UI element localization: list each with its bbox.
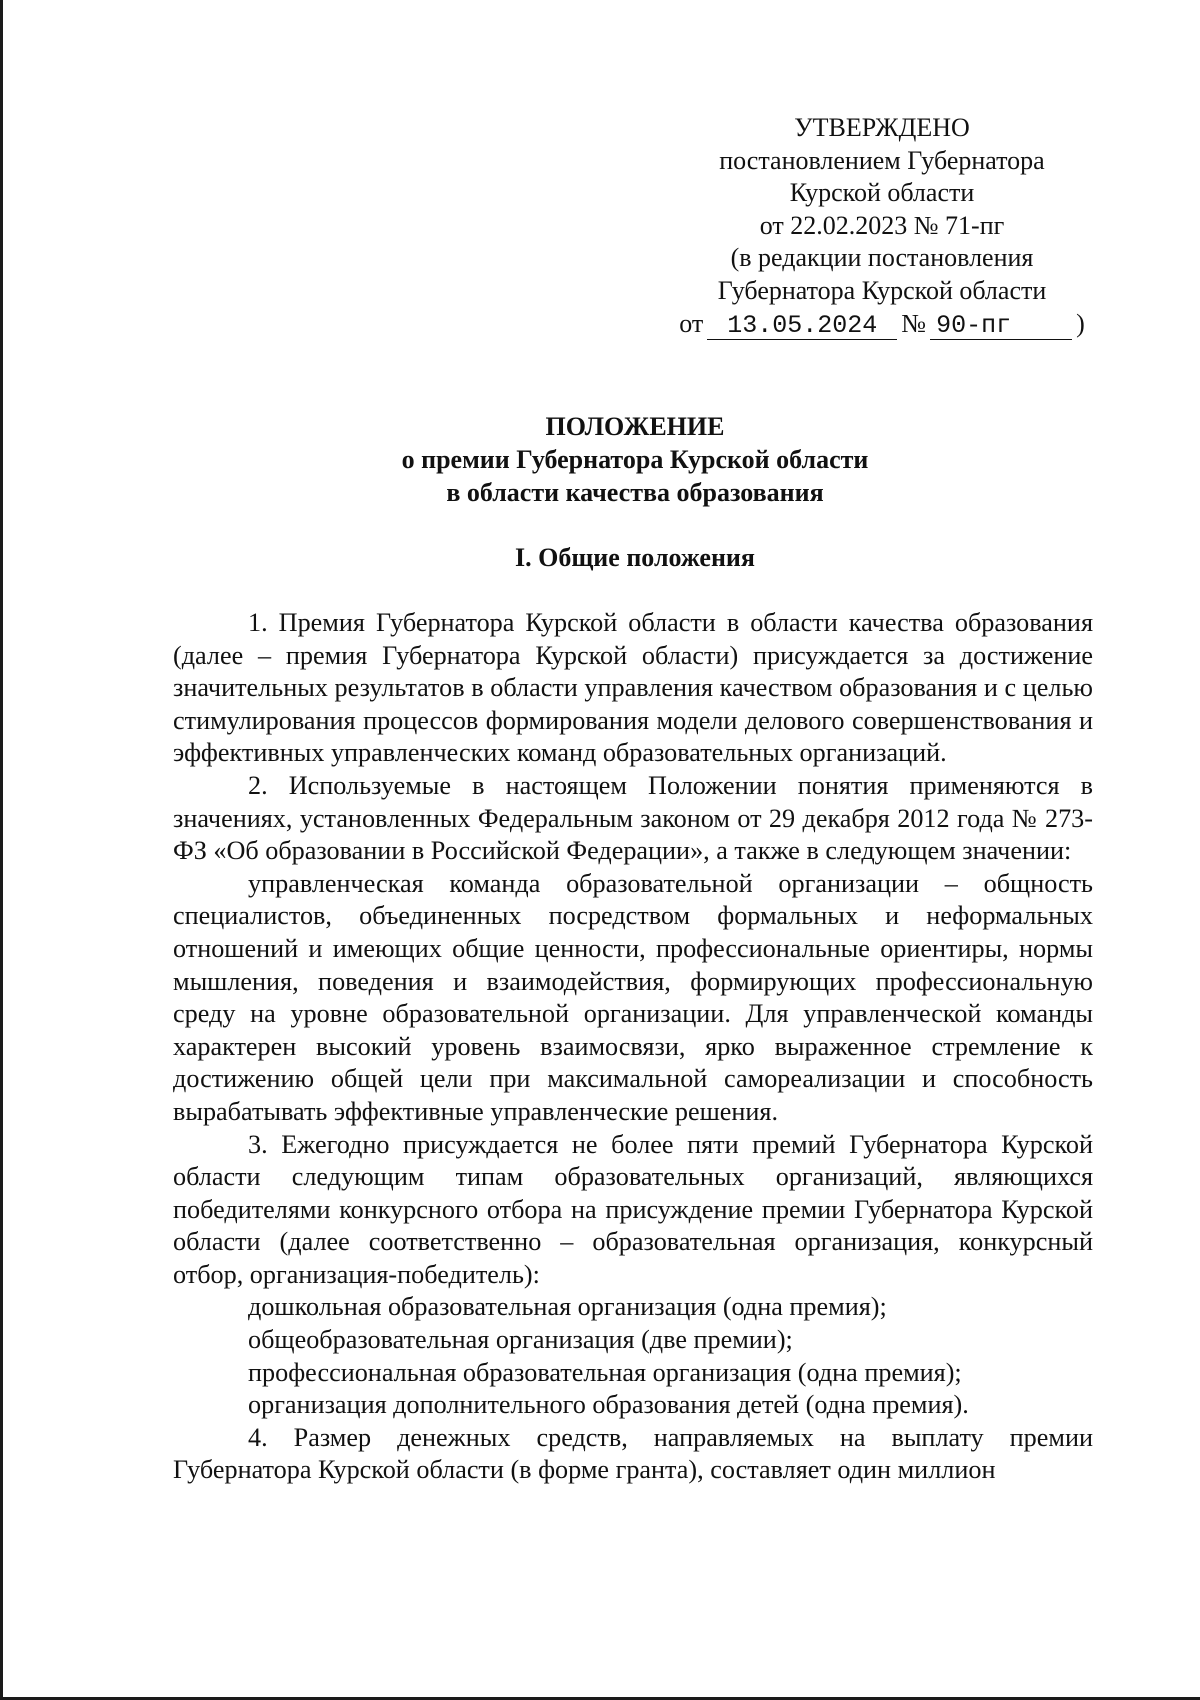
title-line-3: в области качества образования	[446, 478, 824, 507]
approval-line-4: (в редакции постановления	[730, 243, 1034, 272]
list-item-additional: организация дополнительного образования детей (одна премия).	[248, 1390, 969, 1420]
paragraph-2: 2. Используемые в настоящем Положении понятия применяются в значениях, установленных Федеральным законом от 29 декабря 2012 года № 273-ФЗ «Об образовании в Российской Федерации», а также в следующем значении:	[173, 770, 1093, 866]
amendment-date-field: 13.05.2024	[707, 313, 897, 340]
definition-paragraph: управленческая команда образовательной организации – общность специалистов, объединенных посредством формальных и неформальных отношений и имеющих общие ценности, профессиональные ориентиры, нормы мышления, поведения и взаимодействия, формирующих профессиональную среду на уровне образовательной организации. Для управленческой команды характерен высокий уровень взаимосвязи, ярко выраженное стремление к достижению общей цели при максимальной самореализации и способность вырабатывать эффективные управленческие решения.	[173, 868, 1093, 1126]
amendment-number-field: 90-пг	[930, 313, 1072, 340]
approval-line-3: от 22.02.2023 № 71-пг	[759, 210, 1005, 240]
list-item-general: общеобразовательная организация (две премии);	[248, 1325, 793, 1355]
paragraph-3: 3. Ежегодно присуждается не более пяти премий Губернатора Курской области следующим типам образовательных организаций, являющихся победителями конкурсного отбора на присуждение премии Губернатора Курской области (далее соответственно – образовательная организация, конкурсный отбор, организация-победитель):	[173, 1129, 1093, 1289]
number-sign: №	[901, 308, 927, 338]
document-body	[173, 607, 1093, 1487]
scan-border-left	[0, 0, 3, 1700]
approval-heading: УТВЕРЖДЕНО	[794, 113, 970, 142]
document-title	[170, 410, 1100, 509]
title-line-1: ПОЛОЖЕНИЕ	[545, 412, 725, 441]
approval-line-5: Губернатора Курской области	[717, 275, 1047, 305]
title-line-2: о премии Губернатора Курской области	[401, 445, 869, 474]
approval-line-2: Курской области	[789, 178, 975, 207]
approval-stamp-block	[662, 112, 1102, 340]
approval-line-1: постановлением Губернатора	[719, 145, 1045, 175]
list-item-professional: профессиональная образовательная организация (одна премия);	[248, 1357, 962, 1387]
from-prefix: от	[679, 308, 704, 338]
paragraph-1: 1. Премия Губернатора Курской области в области качества образования (далее – премия Губернатора Курской области) присуждается за достижение значительных результатов в области управления качеством образования и с целью стимулирования процессов формирования модели делового совершенствования и эффективных управленческих команд образовательных организаций.	[173, 608, 1093, 768]
paragraph-4: 4. Размер денежных средств, направляемых на выплату премии Губернатора Курской области (в форме гранта), составляет один миллион	[173, 1422, 1093, 1485]
closing-parenthesis: )	[1076, 308, 1085, 338]
section-heading: I. Общие положения	[515, 543, 755, 572]
list-item-preschool: дошкольная образовательная организация (одна премия);	[248, 1292, 887, 1322]
amendment-reference-line	[662, 307, 1102, 340]
